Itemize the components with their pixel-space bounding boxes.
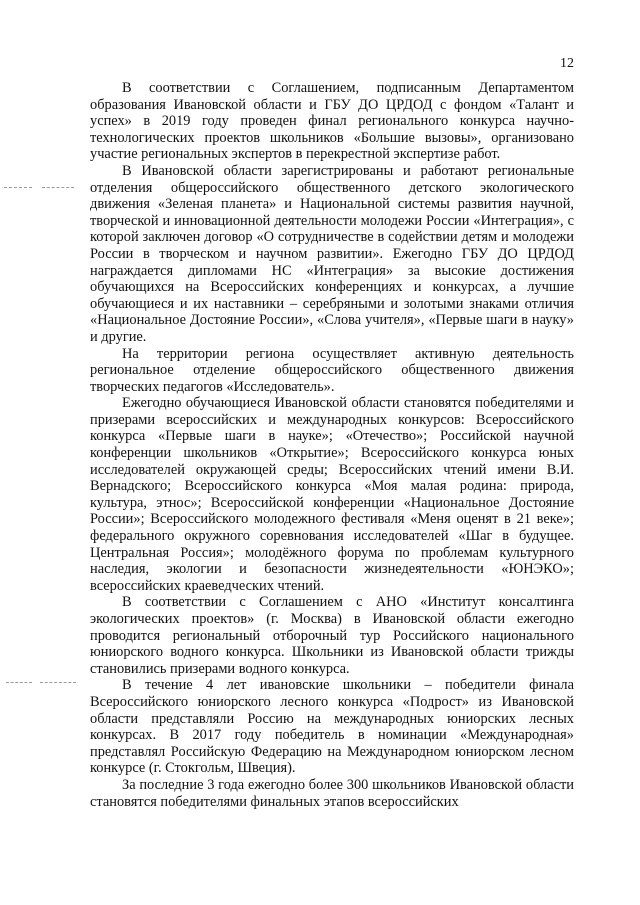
paragraph-forest-contest: В течение 4 лет ивановские школьники – победители финала Всероссийского юниорского лесного конкурса «Подрост» из Ивановской области представляли Россию на международных юниорских лесных конкурсах. В 2017 году победитель в номинации «Международная» представлял Российскую Федерацию на Международном юниорском лесном конкурсе (г. Стокгольм, Швеция). (90, 677, 574, 777)
paragraph-competition-winners: Ежегодно обучающиеся Ивановской области становятся победителями и призерами всероссийских и международных конкурсов: Всероссийского конкурса «Первые шаги в науке»; «Отечество»; Российской научной конференции школьников «Открытие»; Всероссийского конкурса юных исследователей окружающей среды; Всероссийских чтений имени В.И. Вернадского; Всероссийского конкурса «Моя малая родина: природа, культура, этнос»; Всероссийской конференции «Национальное Достояние России»; Всероссийского молодежного фестиваля «Меня оценят в 21 веке»; федерального окружного соревнования исследователей «Шаг в будущее. Центральная Россия»; молодёжного форума по проблемам культурного наследия, экологии и безопасности жизнедеятельности «ЮНЭКО»; всероссийских краеведческих чтений. (90, 395, 574, 594)
paragraph-finalists: За последние 3 года ежегодно более 300 школьников Ивановской области становятся победителями финальных этапов всероссийских (90, 776, 574, 810)
margin-scan-mark (40, 682, 76, 683)
paragraph-regional-branches: В Ивановской области зарегистрированы и работают региональные отделения общероссийского общественного детского экологического движения «Зеленая планета» и Национальной системы развития научной, творческой и инновационной деятельности молодежи России «Интеграция», с которой заключен договор «О сотрудничестве в содействии детям и молодежи России в творческом и научном развитии». Ежегодно ГБУ ДО ЦРДОД награждается дипломами НС «Интеграция» за высокие достижения обучающихся на Всероссийских конференциях и конкурсах, а лучшие обучающиеся и их наставники – серебряными и золотыми знаками отличия «Национальное Достояние России», «Слова учителя», «Первые шаги в науку» и другие. (90, 162, 574, 345)
margin-scan-mark (42, 187, 74, 188)
paragraph-grant-agreement: В соответствии с Соглашением, подписанным Департаментом образования Ивановской области и ГБУ ДО ЦРДОД с фондом «Талант и успех» в 2019 году проведен финал регионального конкурса научно-технологических проектов школьников «Большие вызовы», организовано участие региональных экспертов в перекрестной экспертизе работ. (90, 80, 574, 163)
paragraph-water-contest: В соответствии с Соглашением с АНО «Институт консалтинга экологических проектов» (г. Москва) в Ивановской области ежегодно проводится региональный отборочный тур Российского национального юниорского водного конкурса. Школьники из Ивановской области трижды становились призерами водного конкурса. (90, 594, 574, 677)
paragraph-researcher-movement: На территории региона осуществляет активную деятельность региональное отделение общероссийского общественного движения творческих педагогов «Исследователь». (90, 345, 574, 395)
document-body (90, 80, 574, 810)
margin-scan-mark (4, 187, 32, 188)
page-number: 12 (560, 56, 574, 71)
margin-scan-mark (6, 682, 32, 683)
